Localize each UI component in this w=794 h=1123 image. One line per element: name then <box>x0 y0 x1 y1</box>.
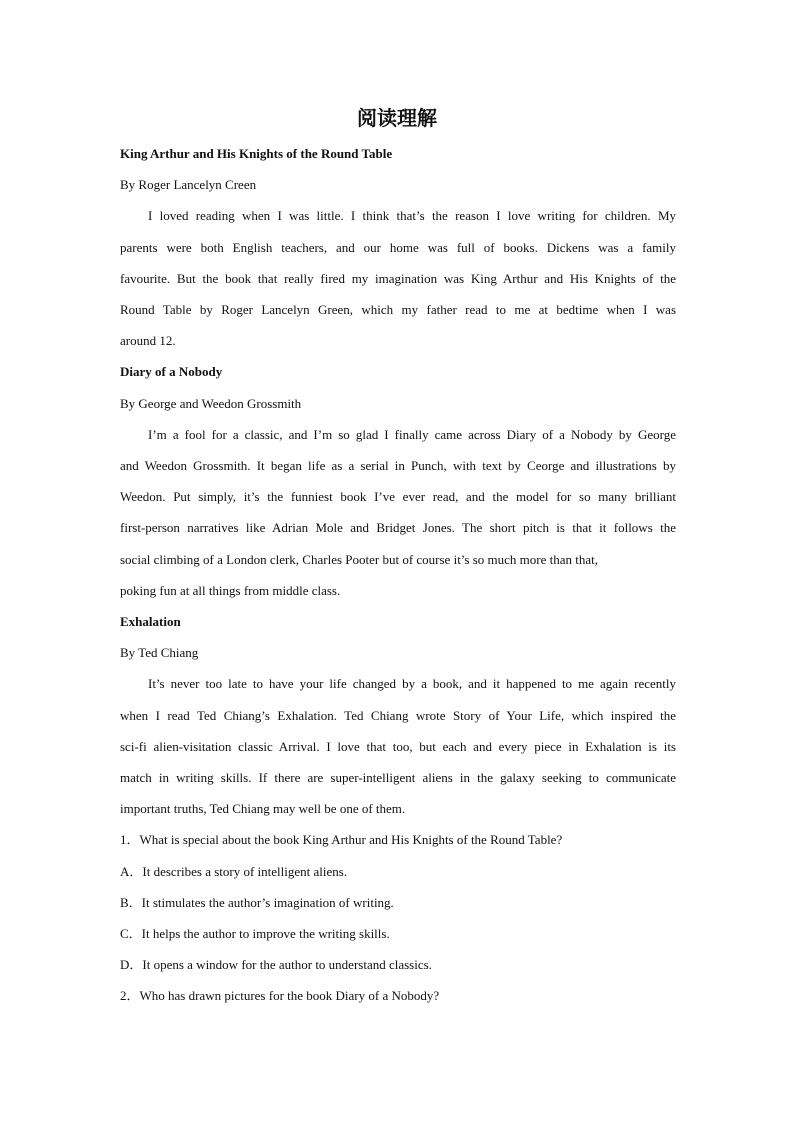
section-author: By George and Weedon Grossmith <box>120 395 302 411</box>
paragraph-line: when I read Ted Chiang’s Exhalation. Ted Chiang wrote Story of Your Life, which inspired the <box>120 707 676 723</box>
paragraph-line: social climbing of a London clerk, Charles Pooter but of course it’s so much more than that, <box>120 551 599 567</box>
paragraph-line: and Weedon Grossmith. It began life as a serial in Punch, with text by Ceorge and illustrations by <box>120 458 676 474</box>
question-option-c: C．It helps the author to improve the writing skills. <box>120 926 390 942</box>
section-heading: King Arthur and His Knights of the Round Table <box>120 146 393 161</box>
paragraph-line: It’s never too late to have your life changed by a book, and it happened to me again recently <box>148 676 676 692</box>
paragraph-line: match in writing skills. If there are super-intelligent aliens in the galaxy seeking to communicate <box>120 770 676 786</box>
paragraph-line: poking fun at all things from middle class. <box>120 582 341 598</box>
paragraph-line: first-person narratives like Adrian Mole and Bridget Jones. The short pitch is that it follows the <box>120 520 676 536</box>
section-paragraph <box>120 668 676 824</box>
page-title: 阅读理解 <box>357 106 437 130</box>
question-stem: 2．Who has drawn pictures for the book Diary of a Nobody? <box>120 988 440 1004</box>
paragraph-line: I loved reading when I was little. I think that’s the reason I love writing for children. My <box>148 208 676 224</box>
paragraph-line: parents were both English teachers, and our home was full of books. Dickens was a family <box>120 239 676 255</box>
section-heading: Diary of a Nobody <box>120 364 223 380</box>
paragraph-line: Weedon. Put simply, it’s the funniest book I’ve ever read, and the model for so many brilliant <box>120 489 676 505</box>
section-heading: Exhalation <box>120 614 181 630</box>
section-author: By Ted Chiang <box>120 645 199 661</box>
section-author: By Roger Lancelyn Creen <box>120 177 257 193</box>
question-option-d: D．It opens a window for the author to understand classics. <box>120 957 432 973</box>
paragraph-line: I’m a fool for a classic, and I’m so glad I finally came across Diary of a Nobody by George <box>148 426 676 442</box>
paragraph-line: around 12. <box>120 333 176 349</box>
question-option-a: A．It describes a story of intelligent aliens. <box>120 863 348 879</box>
paragraph-line: Round Table by Roger Lancelyn Green, which my father read to me at bedtime when I was <box>120 302 676 318</box>
section-paragraph <box>120 200 676 356</box>
section-paragraph <box>120 419 676 606</box>
question-option-b: B．It stimulates the author’s imagination of writing. <box>120 894 394 910</box>
passage-content <box>120 138 676 1012</box>
paragraph-line: favourite. But the book that really fired my imagination was King Arthur and His Knights of the <box>120 270 676 286</box>
paragraph-line: sci-fi alien-visitation classic Arrival. I love that too, but each and every piece in Exhalation is its <box>120 738 676 754</box>
paragraph-line: important truths, Ted Chiang may well be one of them. <box>120 801 406 817</box>
question-stem: 1．What is special about the book King Arthur and His Knights of the Round Table? <box>120 832 563 848</box>
